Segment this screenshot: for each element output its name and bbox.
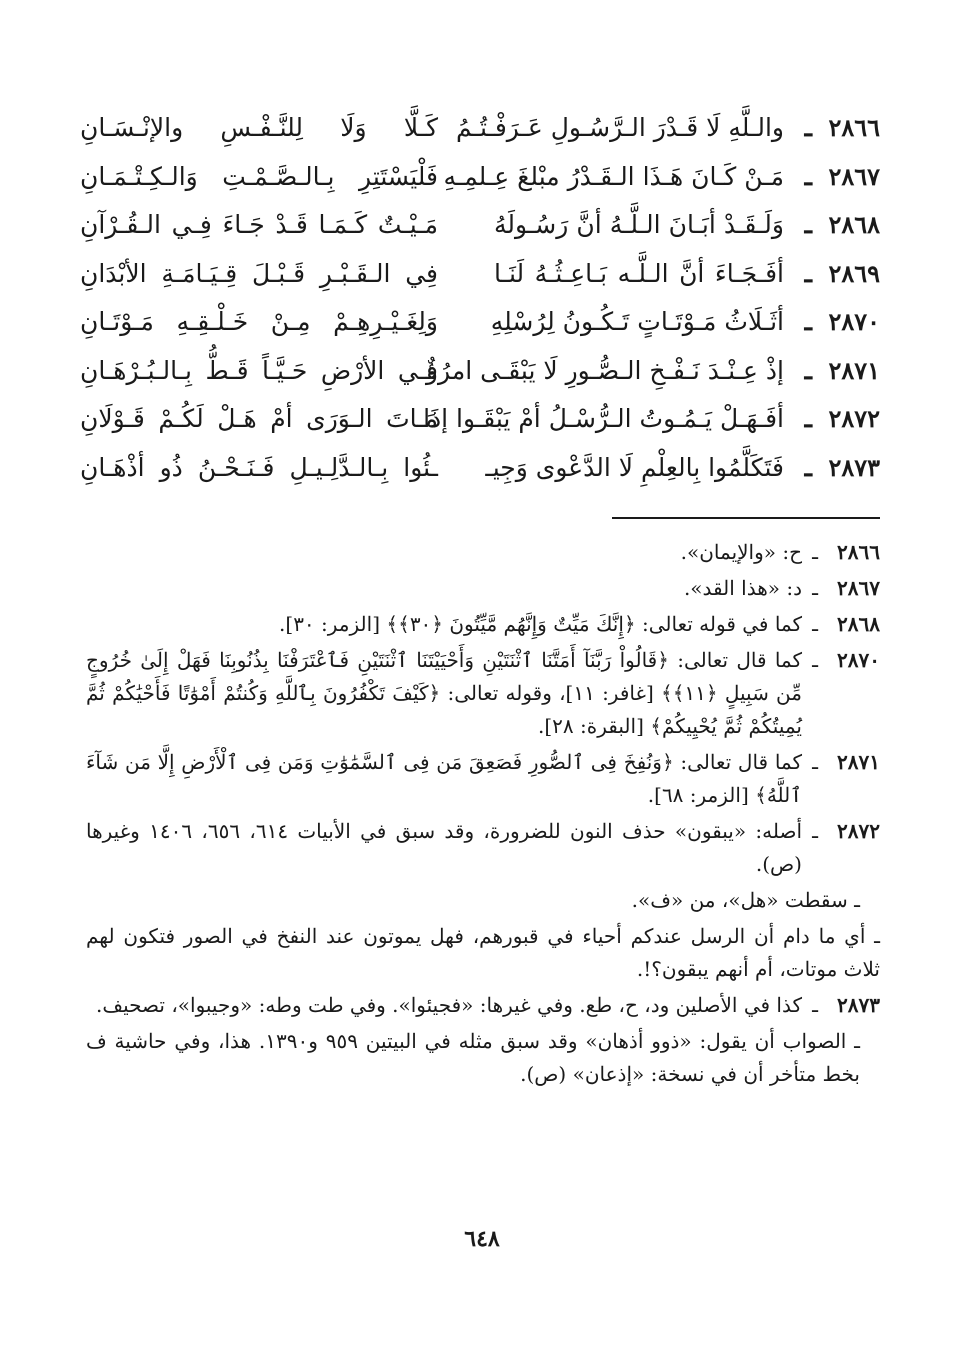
verse-dash: ـ [804,210,812,239]
footnote [86,644,880,743]
footnote-continuation [86,920,880,986]
footnote [86,572,880,605]
verse-first-hemistich: وَلَـقَـدْ أبَـانَ الـلَّـهُ أنَّ رَسُـولَهُ [494,210,784,239]
footnote [86,815,880,881]
verse-dash: ـ [804,355,812,385]
verse-line [80,347,880,396]
verse-second-hemistich: ـئُوا بِـالـدَّلِـيـلِ فَـنَـحْـنُ ذُو أذْهَـانِ [80,452,438,482]
footnote-number: ٢٨٦٦ [837,540,880,564]
verse-number: ٢٨٦٩ [828,258,880,288]
footnote-text: ـ سقطت «هل»، من «ف». [631,888,860,912]
footnote-number: ٢٨٧٢ [837,819,880,843]
footnote-text: د: «هذا القد». [683,576,802,600]
footnote-dash: ـ [812,576,818,600]
verse-first-hemistich: مَـنْ كَـانَ هَـذَا الـقَـدْرُ مبْلغَ عِـلمِـهِ [443,161,784,191]
footnote-separator [612,517,880,519]
verse-number: ٢٨٦٧ [828,161,880,191]
verse-first-hemistich: أفَـجَـاءَ أنَّ الـلَّـه بَـاعِـثُـهُ لَنَـا [494,258,784,288]
verse-number: ٢٨٧٣ [828,452,880,482]
footnote-text: كذا في الأصلين ود، ح، طع. وفي غيرها: «فجيئوا». وفي طت وطه: «وجيبوا»، تصحيف. [96,993,802,1017]
verse-line [80,444,880,493]
page-number: ٦٤٨ [464,1226,500,1252]
verse-number: ٢٨٦٦ [828,113,880,142]
verse-line [80,298,880,347]
verse-dash: ـ [804,258,812,288]
footnote-dash: ـ [812,540,818,564]
footnote-number: ٢٨٧٠ [837,648,880,672]
footnotes [86,536,880,1094]
footnote-continuation [86,884,880,917]
verse-second-hemistich: مَـيْـتٌ كَـمَـا قَـدْ جَـاءَ فِـي الـقُـرْآنِ [80,210,438,239]
verse-first-hemistich: فَتَكَلَّمُوا بِالعِلْمِ لَا الدَّعْوى وَجِيـ [485,452,784,482]
verse-line [80,201,880,250]
verse-second-hemistich: كَـلَّا وَلَا لِلنَّـفْـسِ والإنْـسَـانِ [80,113,438,142]
footnote-dash: ـ [812,612,818,636]
verse-line [80,153,880,202]
verse-dash: ـ [804,113,812,142]
footnote-dash: ـ [812,993,818,1017]
footnote-number: ٢٨٧١ [837,750,880,774]
footnote-text: كما قال تعالى: ﴿وَنُفِخَ فِى ٱلصُّورِ فَصَعِقَ مَن فِى ٱلسَّمَٰوَٰتِ وَمَن فِى ٱلْأَرْضِ إِلَّا مَن شَآءَ ٱللَّهُ﴾ [الزمر: ٦٨]. [86,750,802,807]
verse-first-hemistich: أفَـهَـلْ يَـمُـوتُ الـرُّسْـلُ أمْ يَبْقَـوا إذَا [423,404,784,433]
verse-second-hemistich: فَلْيَسْتَتِرِ بِـالـصَّـمْـتِ وَالـكِـتْـمَـانِ [80,161,438,191]
footnote [86,746,880,812]
verse-dash: ـ [804,307,812,336]
verse-second-hemistich: وَلِغَـيْـرِهِـمْ مِـنْ خَـلْـقِـهِ مَـوْتَـانِ [80,307,438,336]
poem-verses [80,104,880,492]
verse-second-hemistich: مَـاتَ الـوَرَى أمْ هَـلْ لَكُـمْ قَـوْلَانِ [80,404,438,433]
footnote-text: كما في قوله تعالى: ﴿إِنَّكَ مَيِّتٌ وَإِنَّهُم مَّيِّتُونَ ﴿٣٠﴾﴾ [الزمر: ٣٠]. [279,612,802,636]
verse-dash: ـ [804,161,812,191]
footnote-dash: ـ [812,819,818,843]
footnote-number: ٢٨٦٨ [837,612,880,636]
verse-number: ٢٨٧١ [828,355,880,385]
footnote [86,989,880,1022]
verse-number: ٢٨٧٢ [828,404,880,433]
verse-first-hemistich: إذْ عِـنْـدَ نَـفْـخِ الـصُّـورِ لَا يَبْقَـى امرُؤٌ [425,355,784,385]
footnote-text: أصله: «يبقون» حذف النون للضرورة، وقد سبق في الأبيات ٦١٤، ٦٥٦، ١٤٠٦ وغيرها (ص). [86,819,803,876]
footnote-text: ح: «والإيمان». [680,540,802,564]
footnote-number: ٢٨٦٧ [837,576,880,600]
verse-dash: ـ [804,404,812,433]
verse-line [80,250,880,299]
verse-number: ٢٨٧٠ [828,307,880,336]
verse-line [80,395,880,444]
footnote-text: ـ الصواب أن يقول: «ذوو أذهان» وقد سبق مثله في البيتين ٩٥٩ و١٣٩٠. هذا، وفي حاشية ف بخط متأخر أن في نسخة: «إذعان» (ص). [86,1029,861,1086]
footnote-number: ٢٨٧٣ [837,993,880,1017]
footnote-text: كما قال تعالى: ﴿قَالُواْ رَبَّنَآ أَمَتَّنَا ٱثْنَتَيْنِ وَأَحْيَيْتَنَا ٱثْنَتَيْنِ فَٱعْتَرَفْنَا بِذُنُوبِنَا فَهَلْ إِلَىٰ خُرُوجٍ مِّن سَبِيلٍ ﴿١١﴾﴾ [غافر: ١١]، وقوله تعالى: ﴿كَيْفَ تَكْفُرُونَ بِٱللَّهِ وَكُنتُمْ أَمْوَٰتًا فَأَحْيَٰكُمْ ثُمَّ يُمِيتُكُمْ ثُمَّ يُحْيِيكُمْ﴾ [البقرة: ٢٨]. [86,648,802,738]
footnote-dash: ـ [812,750,818,774]
footnote-text: ـ أي ما دام أن الرسل عندكم أحياء في قبورهم، فهل يموتون عند النفخ في الصور فتكون لهم ثلاث موتات، أم أنهم يبقون؟!. [86,924,880,981]
verse-second-hemistich: فِي الـقَـبْـرِ قَـبْـلَ قِـيَـامَـةِ الأبْدَانِ [80,258,438,288]
verse-number: ٢٨٦٨ [828,210,880,239]
verse-dash: ـ [804,452,812,482]
footnote [86,608,880,641]
footnote-continuation [86,1025,880,1091]
verse-first-hemistich: أثَـلَاثُ مَـوْتَـاتٍ تَـكُـونُ لِرُسْلِهِ [490,307,784,336]
verse-first-hemistich: والـلَّهِ لَا قَـدْرَ الـرَّسُـولِ عَـرَفْـتُـمُ [455,113,784,142]
verse-second-hemistich: فـي الأرْضِ حَـيَّـاً قَـطُّ بِـالـبُـرْهَـانِ [80,355,438,385]
footnote-dash: ـ [812,648,818,672]
footnote [86,536,880,569]
verse-line [80,104,880,153]
